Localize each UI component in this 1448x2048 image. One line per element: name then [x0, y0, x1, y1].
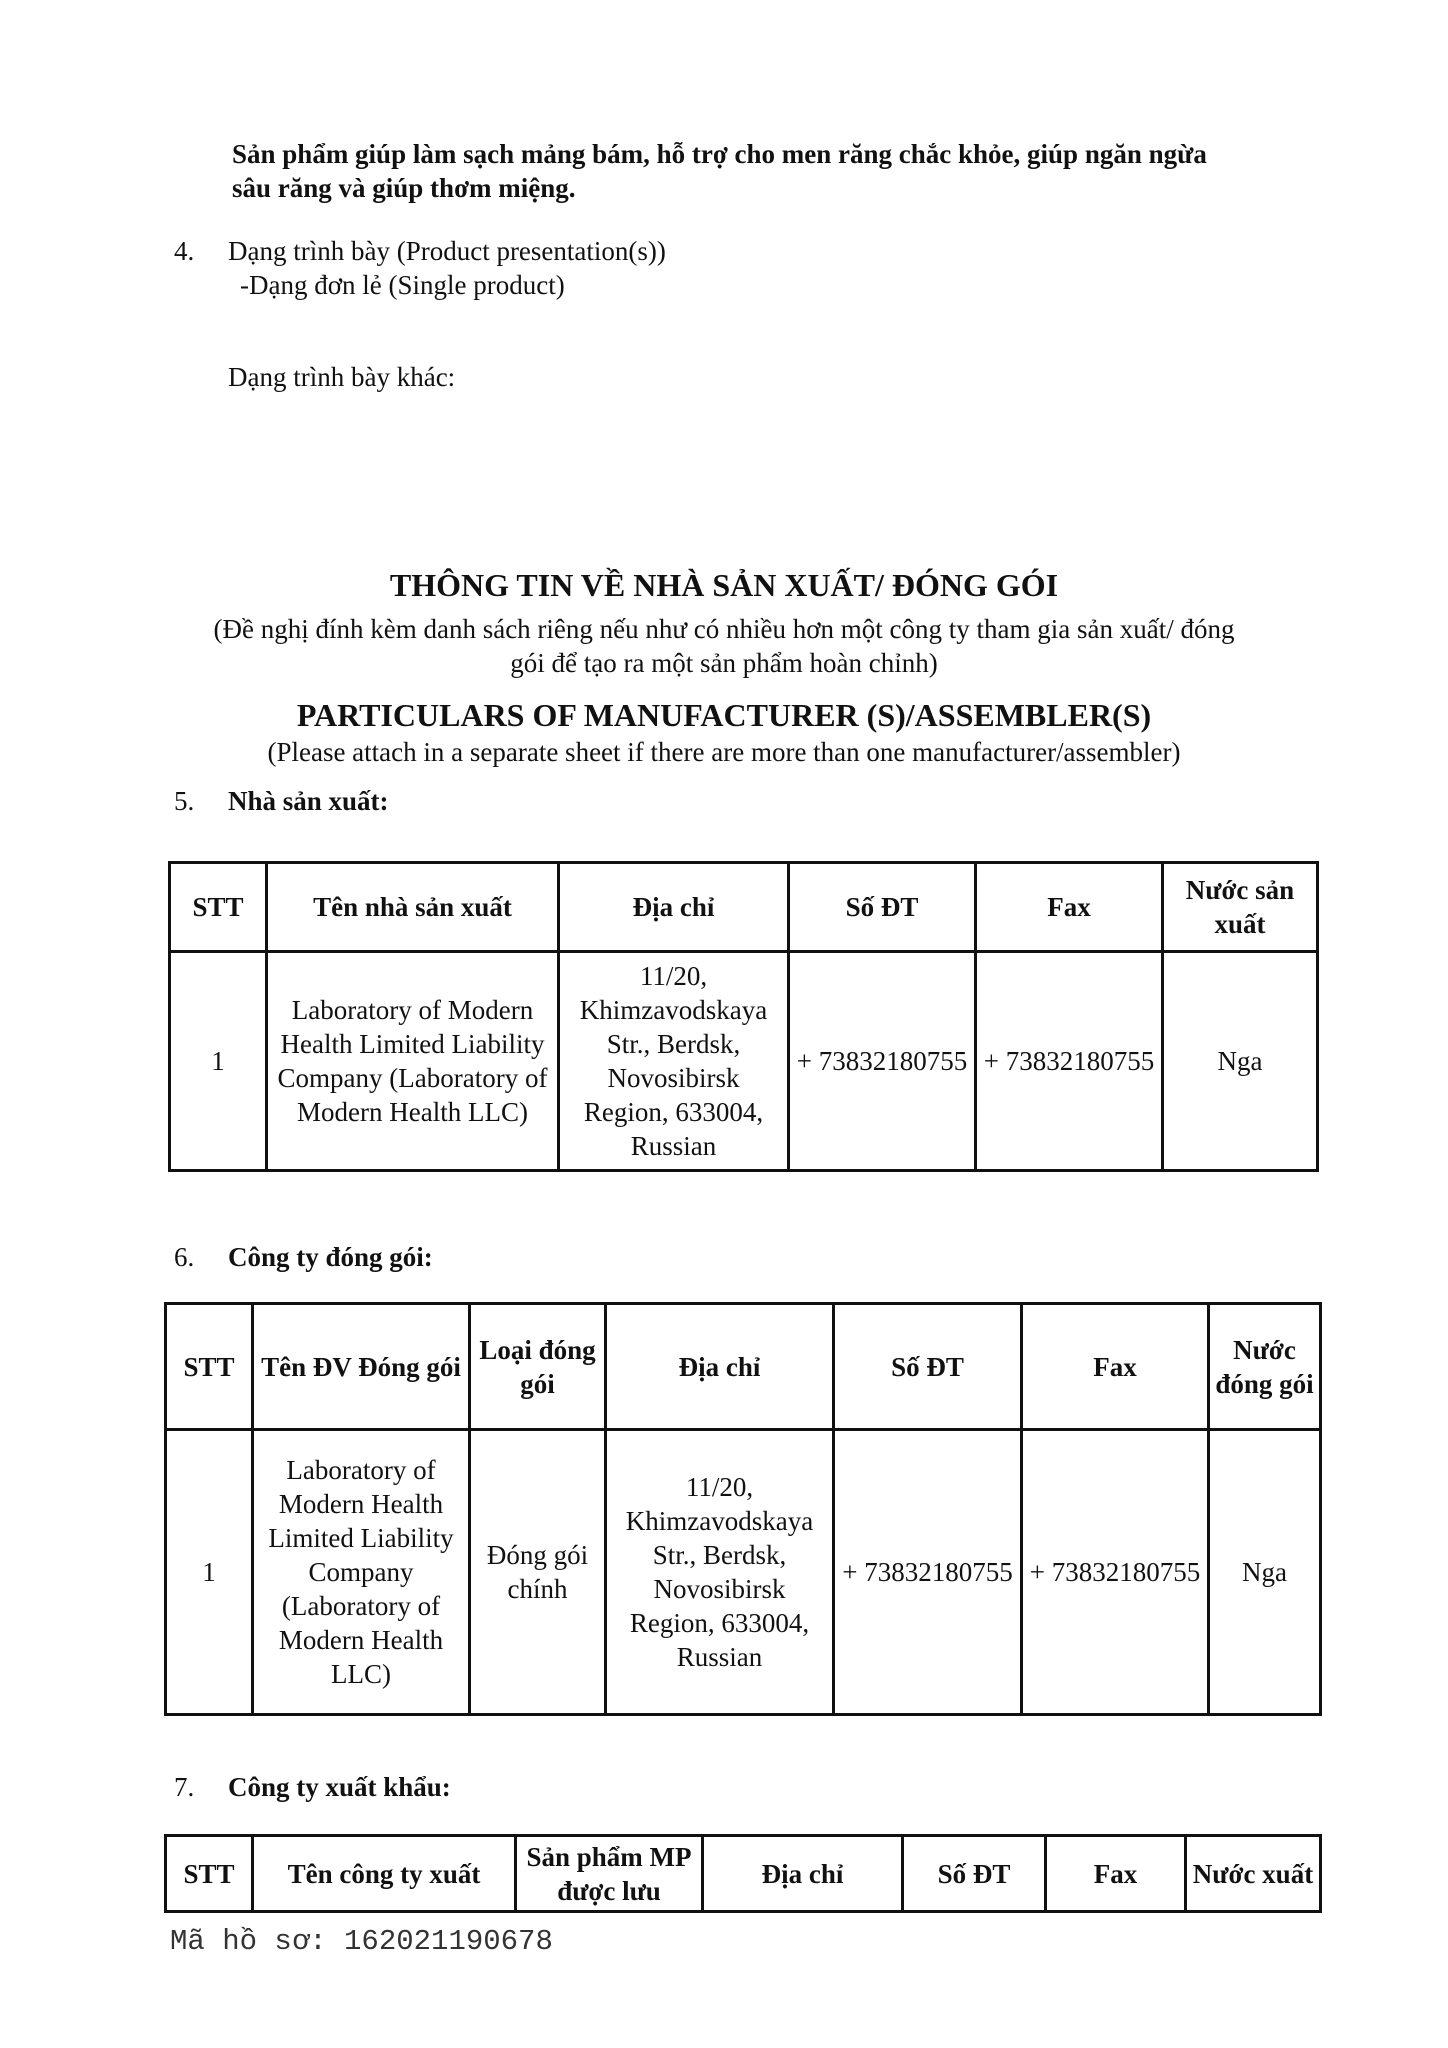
en-heading-title: PARTICULARS OF MANUFACTURER (S)/ASSEMBLER(S) — [296, 697, 1152, 733]
section-7-number: 7. — [174, 1772, 195, 1802]
header-country: Nước đóng gói — [1209, 1304, 1321, 1430]
cell-address: 11/20, Khimzavodskaya Str., Berdsk, Novosibirsk Region, 633004, Russian — [606, 1430, 834, 1715]
intro-line-1: Sản phẩm giúp làm sạch mảng bám, hỗ trợ cho men răng chắc khỏe, giúp ngăn ngừa — [232, 139, 1207, 169]
table-row — [170, 952, 1318, 1171]
intro-paragraph — [232, 137, 1332, 205]
section-4-single-product: -Dạng đơn lẻ (Single product) — [240, 270, 565, 300]
header-packer-name: Tên ĐV Đóng gói — [253, 1304, 470, 1430]
header-fax: Fax — [1046, 1836, 1186, 1912]
header-fax: Fax — [1022, 1304, 1209, 1430]
cell-country: Nga — [1163, 952, 1318, 1171]
cell-manufacturer-name: Laboratory of Modern Health Limited Liability Company (Laboratory of Modern Health LLC) — [267, 952, 559, 1171]
exporter-table — [164, 1834, 1322, 1913]
cell-phone: + 73832180755 — [834, 1430, 1022, 1715]
cell-phone: + 73832180755 — [789, 952, 976, 1171]
header-packing-type: Loại đóng gói — [470, 1304, 606, 1430]
section-6-number: 6. — [174, 1242, 195, 1272]
packer-table — [164, 1302, 1322, 1716]
header-export-country: Nước xuất — [1186, 1836, 1321, 1912]
header-country: Nước sản xuất — [1163, 863, 1318, 952]
section-6-title: Công ty đóng gói: — [228, 1242, 433, 1272]
cell-stt: 1 — [166, 1430, 253, 1715]
section-7-title: Công ty xuất khẩu: — [228, 1772, 451, 1802]
intro-line-2: sâu răng và giúp thơm miệng. — [232, 173, 576, 203]
manufacturer-table-header-row — [170, 863, 1318, 952]
cell-stt: 1 — [170, 952, 267, 1171]
section-5-title: Nhà sản xuất: — [228, 786, 389, 816]
section-4-number: 4. — [174, 236, 195, 266]
section-5-number: 5. — [174, 786, 195, 816]
header-stt: STT — [166, 1836, 253, 1912]
manufacturer-table — [168, 861, 1319, 1172]
header-address: Địa chỉ — [559, 863, 789, 952]
header-stt: STT — [166, 1304, 253, 1430]
header-product-saved: Sản phẩm MP được lưu — [516, 1836, 703, 1912]
section-4-title: Dạng trình bày (Product presentation(s)) — [228, 236, 666, 266]
header-address: Địa chỉ — [703, 1836, 903, 1912]
section-4-other-presentation: Dạng trình bày khác: — [228, 362, 456, 392]
cell-packer-name: Laboratory of Modern Health Limited Liability Company (Laboratory of Modern Health LLC) — [253, 1430, 470, 1715]
cell-country: Nga — [1209, 1430, 1321, 1715]
header-phone: Số ĐT — [903, 1836, 1046, 1912]
header-manufacturer-name: Tên nhà sản xuất — [267, 863, 559, 952]
vi-heading-title: THÔNG TIN VỀ NHÀ SẢN XUẤT/ ĐÓNG GÓI — [389, 567, 1059, 603]
vi-heading-note-line-1: (Đề nghị đính kèm danh sách riêng nếu như có nhiều hơn một công ty tham gia sản xuất/ đóng — [213, 614, 1235, 644]
cell-address: 11/20, Khimzavodskaya Str., Berdsk, Novosibirsk Region, 633004, Russian — [559, 952, 789, 1171]
header-fax: Fax — [976, 863, 1163, 952]
cell-fax: + 73832180755 — [1022, 1430, 1209, 1715]
cell-packing-type: Đóng gói chính — [470, 1430, 606, 1715]
header-exporter-name: Tên công ty xuất — [253, 1836, 516, 1912]
header-address: Địa chỉ — [606, 1304, 834, 1430]
dossier-code: Mã hồ sơ: 162021190678 — [170, 1925, 553, 1958]
table-row — [166, 1430, 1321, 1715]
cell-fax: + 73832180755 — [976, 952, 1163, 1171]
header-stt: STT — [170, 863, 267, 952]
vi-heading-note-line-2: gói để tạo ra một sản phẩm hoàn chỉnh) — [510, 648, 938, 678]
header-phone: Số ĐT — [789, 863, 976, 952]
exporter-table-header-row — [166, 1836, 1321, 1912]
packer-table-header-row — [166, 1304, 1321, 1430]
en-heading-note: (Please attach in a separate sheet if there are more than one manufacturer/assembler) — [267, 737, 1181, 767]
header-phone: Số ĐT — [834, 1304, 1022, 1430]
